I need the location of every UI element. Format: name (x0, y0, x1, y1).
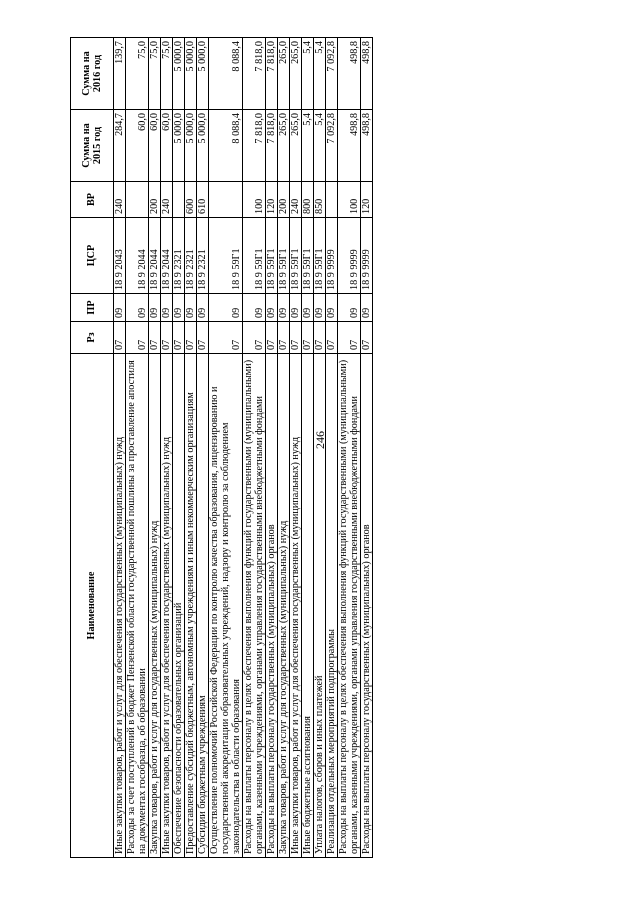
table-row (314, 38, 326, 858)
table-row (114, 38, 126, 858)
row-csr: 18 9 2044 (161, 218, 173, 294)
row-sum-2015: 284,7 (114, 110, 126, 182)
row-pr: 09 (302, 294, 314, 322)
row-vr: 850 (314, 182, 326, 218)
row-pr: 09 (278, 294, 290, 322)
row-csr: 18 9 59Г1 (314, 218, 326, 294)
row-sum-2015: 265,0 (278, 110, 290, 182)
row-sum-2015: 8 088,4 (209, 110, 243, 182)
table-row (185, 38, 197, 858)
row-csr: 18 9 59Г1 (266, 218, 278, 294)
row-name: Обеспечение безопасности образовательных организаций (173, 354, 185, 858)
row-pr: 09 (126, 294, 149, 322)
row-name: Реализация отдельных мероприятий подпрограммы (326, 354, 338, 858)
row-name: Иные закупки товаров, работ и услуг для обеспечения государственных (муниципальных) нужд (161, 354, 173, 858)
row-pr: 09 (361, 294, 373, 322)
row-pr: 09 (149, 294, 161, 322)
row-sum-2015: 7 818,0 (266, 110, 278, 182)
row-vr: 120 (361, 182, 373, 218)
row-rz: 07 (266, 322, 278, 354)
row-name: Расходы за счет поступлений в бюджет Пензенской области государственной пошлины за проставление апостиля на документах гособразца, об образовании (126, 354, 149, 858)
row-sum-2015: 498,8 (338, 110, 361, 182)
row-pr: 09 (161, 294, 173, 322)
row-rz: 07 (114, 322, 126, 354)
row-rz: 07 (243, 322, 266, 354)
row-pr: 09 (314, 294, 326, 322)
row-name: Иные закупки товаров, работ и услуг для обеспечения государственных (муниципальных) нужд (290, 354, 302, 858)
row-sum-2016: 5 000,0 (197, 38, 209, 110)
table-row (278, 38, 290, 858)
table-row (266, 38, 278, 858)
table-row (197, 38, 209, 858)
row-sum-2015: 7 092,8 (326, 110, 338, 182)
row-csr: 18 9 2044 (126, 218, 149, 294)
row-vr (326, 182, 338, 218)
row-rz: 07 (361, 322, 373, 354)
row-vr (126, 182, 149, 218)
header-vr: ВР (71, 182, 114, 218)
row-name: Иные бюджетные ассигнования (302, 354, 314, 858)
row-rz: 07 (314, 322, 326, 354)
table-row (290, 38, 302, 858)
row-rz: 07 (278, 322, 290, 354)
row-csr: 18 9 9999 (361, 218, 373, 294)
row-rz: 07 (161, 322, 173, 354)
row-csr: 18 9 2044 (149, 218, 161, 294)
row-name: Расходы на выплаты персоналу государственных (муниципальных) органов (266, 354, 278, 858)
row-sum-2015: 265,0 (290, 110, 302, 182)
row-csr: 18 9 59Г1 (209, 218, 243, 294)
row-vr: 120 (266, 182, 278, 218)
row-vr: 240 (290, 182, 302, 218)
row-sum-2016: 498,8 (361, 38, 373, 110)
table-row (302, 38, 314, 858)
row-pr: 09 (197, 294, 209, 322)
row-pr: 09 (243, 294, 266, 322)
row-sum-2015: 5 000,0 (185, 110, 197, 182)
row-rz: 07 (185, 322, 197, 354)
row-vr: 240 (114, 182, 126, 218)
row-sum-2016: 265,0 (278, 38, 290, 110)
row-rz: 07 (126, 322, 149, 354)
row-sum-2015: 5,4 (302, 110, 314, 182)
row-pr: 09 (338, 294, 361, 322)
row-sum-2015: 60,0 (161, 110, 173, 182)
header-rz: Рз (71, 322, 114, 354)
row-vr: 610 (197, 182, 209, 218)
table-row (161, 38, 173, 858)
row-csr: 18 9 2321 (197, 218, 209, 294)
row-vr: 100 (243, 182, 266, 218)
row-csr: 18 9 2321 (173, 218, 185, 294)
header-sum-2016: Сумма на 2016 год (71, 38, 114, 110)
table-row (149, 38, 161, 858)
row-sum-2016: 5 000,0 (185, 38, 197, 110)
row-rz: 07 (302, 322, 314, 354)
row-csr: 18 9 2043 (114, 218, 126, 294)
row-pr: 09 (266, 294, 278, 322)
row-sum-2015: 5 000,0 (197, 110, 209, 182)
row-pr: 09 (209, 294, 243, 322)
row-sum-2016: 75,0 (126, 38, 149, 110)
row-name: Расходы на выплаты персоналу государственных (муниципальных) органов (361, 354, 373, 858)
row-vr: 100 (338, 182, 361, 218)
row-csr: 18 9 59Г1 (302, 218, 314, 294)
row-sum-2015: 5,4 (314, 110, 326, 182)
row-rz: 07 (209, 322, 243, 354)
row-name: Расходы на выплаты персоналу в целях обеспечения выполнения функций государственными (муниципальными) органами, казенными учреждениями, органами управления государственными внебюджетными фондами (338, 354, 361, 858)
rotated-page-content (70, 38, 578, 858)
table-row (326, 38, 338, 858)
row-sum-2016: 498,8 (338, 38, 361, 110)
row-sum-2016: 75,0 (149, 38, 161, 110)
row-name: Уплата налогов, сборов и иных платежей (314, 354, 326, 858)
header-pr: ПР (71, 294, 114, 322)
table-row (243, 38, 266, 858)
row-name: Закупка товаров, работ и услуг для государственных (муниципальных) нужд (149, 354, 161, 858)
row-sum-2016: 7 818,0 (243, 38, 266, 110)
row-sum-2016: 5,4 (302, 38, 314, 110)
row-sum-2016: 75,0 (161, 38, 173, 110)
row-sum-2016: 8 088,4 (209, 38, 243, 110)
row-vr: 240 (161, 182, 173, 218)
table-row (209, 38, 243, 858)
row-name: Закупка товаров, работ и услуг для государственных (муниципальных) нужд (278, 354, 290, 858)
row-csr: 18 9 59Г1 (243, 218, 266, 294)
row-rz: 07 (290, 322, 302, 354)
row-name: Предоставление субсидий бюджетным, автономным учреждениям и иным некоммерческим организациям (185, 354, 197, 858)
table-row (126, 38, 149, 858)
row-rz: 07 (326, 322, 338, 354)
table-row (361, 38, 373, 858)
row-pr: 09 (114, 294, 126, 322)
header-sum-2015: Сумма на 2015 год (71, 110, 114, 182)
row-rz: 07 (173, 322, 185, 354)
row-csr: 18 9 9999 (326, 218, 338, 294)
page-number: 246 (312, 431, 327, 449)
row-name: Иные закупки товаров, работ и услуг для обеспечения государственных (муниципальных) нужд (114, 354, 126, 858)
row-name: Расходы на выплаты персоналу в целях обеспечения выполнения функций государственными (муниципальными) органами, казенными учреждениями, органами управления государственными внебюджетными фондами (243, 354, 266, 858)
row-sum-2016: 7 092,8 (326, 38, 338, 110)
row-pr: 09 (185, 294, 197, 322)
row-vr: 600 (185, 182, 197, 218)
row-name: Субсидии бюджетным учреждениям (197, 354, 209, 858)
table-body (114, 38, 373, 858)
row-csr: 18 9 2321 (185, 218, 197, 294)
budget-table (70, 37, 373, 858)
row-sum-2015: 5 000,0 (173, 110, 185, 182)
row-csr: 18 9 59Г1 (278, 218, 290, 294)
row-rz: 07 (149, 322, 161, 354)
table-header-row (71, 38, 114, 858)
row-sum-2015: 7 818,0 (243, 110, 266, 182)
header-name: Наименование (71, 354, 114, 858)
row-pr: 09 (173, 294, 185, 322)
row-rz: 07 (338, 322, 361, 354)
row-sum-2015: 60,0 (149, 110, 161, 182)
row-sum-2015: 60,0 (126, 110, 149, 182)
row-name: Осуществление полномочий Российской Федерации по контролю качества образования, лицензированию и государственной аккредитации образовательных учреждений, надзору и контролю за соблюдением законодательства в области образования (209, 354, 243, 858)
row-sum-2016: 139,7 (114, 38, 126, 110)
row-csr: 18 9 59Г1 (290, 218, 302, 294)
row-csr: 18 9 9999 (338, 218, 361, 294)
header-csr: ЦСР (71, 218, 114, 294)
row-sum-2015: 498,8 (361, 110, 373, 182)
row-sum-2016: 265,0 (290, 38, 302, 110)
row-rz: 07 (197, 322, 209, 354)
row-pr: 09 (290, 294, 302, 322)
row-pr: 09 (326, 294, 338, 322)
row-vr (209, 182, 243, 218)
row-vr: 200 (149, 182, 161, 218)
row-vr: 800 (302, 182, 314, 218)
row-vr (173, 182, 185, 218)
table-row (338, 38, 361, 858)
row-sum-2016: 7 818,0 (266, 38, 278, 110)
row-sum-2016: 5 000,0 (173, 38, 185, 110)
row-vr: 200 (278, 182, 290, 218)
table-row (173, 38, 185, 858)
row-sum-2016: 5,4 (314, 38, 326, 110)
